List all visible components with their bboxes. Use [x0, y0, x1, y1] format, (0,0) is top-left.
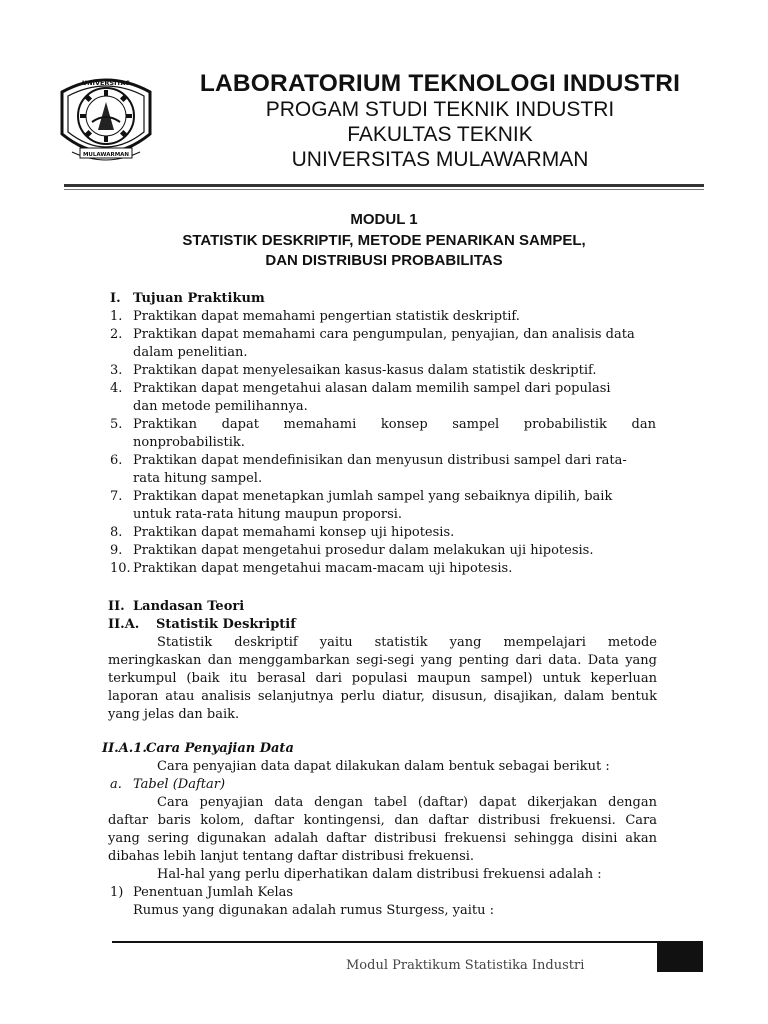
item-1-text: Rumus yang digunakan adalah rumus Sturgess, yaitu :: [133, 903, 495, 918]
faculty-title: FAKULTAS TEKNIK: [347, 123, 533, 146]
item-a-text: Tabel (Daftar): [133, 777, 226, 792]
section-1-heading: Tujuan Praktikum: [133, 291, 265, 306]
objective-text: Praktikan dapat mengetahui alasan dalam memilih sampel dari populasi: [133, 381, 611, 396]
objective-text: nonprobabilistik.: [133, 435, 245, 450]
objective-text: Praktikan dapat memahami cara pengumpulan, penyajian, dan analisis data: [133, 327, 635, 342]
objective-text: dan metode pemilihannya.: [133, 399, 308, 414]
program-title: PROGAM STUDI TEKNIK INDUSTRI: [265, 98, 615, 121]
section-1-number: I.: [110, 291, 121, 306]
objective-text: dalam penelitian.: [133, 345, 248, 360]
university-logo: [54, 64, 158, 174]
module-title-line-2: DAN DISTRIBUSI PROBABILITAS: [265, 252, 503, 269]
objective-text: Praktikan dapat mengetahui macam-macam uji hipotesis.: [133, 561, 513, 576]
item-1-number: 1): [110, 885, 124, 900]
paragraph-line: meringkaskan dan menggambarkan segi-segi yang penting dari data. Data yang: [108, 653, 657, 668]
module-number: MODUL 1: [350, 211, 418, 228]
objective-text: untuk rata-rata hitung maupun proporsi.: [133, 507, 403, 522]
subsection-heading: Statistik Deskriptif: [156, 617, 296, 632]
objective-number: 7.: [110, 489, 123, 504]
paragraph-line: dibahas lebih lanjut tentang daftar distribusi frekuensi.: [108, 849, 475, 864]
section-2-heading: Landasan Teori: [133, 599, 245, 614]
item-1-heading: Penentuan Jumlah Kelas: [133, 885, 294, 900]
subsection-number: II.A.: [108, 617, 140, 632]
subsubsection-number: II.A.1.: [102, 741, 147, 756]
objective-text: Praktikan dapat mengetahui prosedur dalam melakukan uji hipotesis.: [133, 543, 594, 558]
svg-text:MULAWARMAN: MULAWARMAN: [82, 152, 130, 158]
objective-number: 6.: [110, 453, 123, 468]
objective-text: Praktikan dapat menyelesaikan kasus-kasus dalam statistik deskriptif.: [133, 363, 597, 378]
paragraph-line: Hal-hal yang perlu diperhatikan dalam distribusi frekuensi adalah :: [157, 867, 602, 882]
footer-text: Modul Praktikum Statistika Industri: [346, 958, 585, 973]
paragraph-line: Cara penyajian data dengan tabel (daftar) dapat dikerjakan dengan: [157, 795, 657, 810]
paragraph-line: daftar baris kolom, daftar kontingensi, dan daftar distribusi frekuensi. Cara: [108, 813, 657, 828]
paragraph-line: yang sering digunakan adalah daftar distribusi frekuensi sehingga disini akan: [108, 831, 657, 846]
objective-number: 3.: [110, 363, 123, 378]
intro-text: Cara penyajian data dapat dilakukan dalam bentuk sebagai berikut :: [157, 759, 610, 774]
paragraph-line: laporan atau analisis selanjutnya perlu diatur, disusun, disajikan, dalam bentuk: [108, 689, 657, 704]
objective-text: Praktikan dapat memahami konsep uji hipotesis.: [133, 525, 455, 540]
objective-number: 4.: [110, 381, 123, 396]
footer-divider: [112, 941, 658, 943]
objective-number: 5.: [110, 417, 123, 432]
objective-text: Praktikan dapat mendefinisikan dan menyusun distribusi sampel dari rata-: [133, 453, 627, 468]
objective-number: 1.: [110, 309, 123, 324]
lab-title: LABORATORIUM TEKNOLOGI INDUSTRI: [199, 70, 681, 97]
objective-number: 8.: [110, 525, 123, 540]
subsubsection-heading: Cara Penyajian Data: [146, 741, 294, 756]
objective-text: Praktikan dapat menetapkan jumlah sampel yang sebaiknya dipilih, baik: [133, 489, 613, 504]
module-title-line-1: STATISTIK DESKRIPTIF, METODE PENARIKAN SAMPEL,: [182, 232, 586, 249]
page-number-box: [657, 941, 703, 972]
svg-text:UNIVERSITAS: UNIVERSITAS: [81, 79, 131, 87]
paragraph-line: terkumpul (baik itu berasal dari populasi maupun sampel) untuk keperluan: [108, 671, 657, 686]
paragraph-line: Statistik deskriptif yaitu statistik yang mempelajari metode: [157, 635, 657, 650]
university-title: UNIVERSITAS MULAWARMAN: [291, 148, 589, 171]
paragraph-line: yang jelas dan baik.: [108, 707, 240, 722]
objective-number: 2.: [110, 327, 123, 342]
header-divider: [64, 184, 704, 187]
item-a-label: a.: [110, 777, 122, 792]
objective-number: 10.: [110, 561, 131, 576]
section-2-number: II.: [108, 599, 125, 614]
objective-text: rata hitung sampel.: [133, 471, 263, 486]
objective-text: Praktikan dapat memahami konsep sampel probabilistik dan: [133, 417, 656, 432]
header-divider-thin: [64, 189, 704, 190]
objective-text: Praktikan dapat memahami pengertian statistik deskriptif.: [133, 309, 520, 324]
objective-number: 9.: [110, 543, 123, 558]
